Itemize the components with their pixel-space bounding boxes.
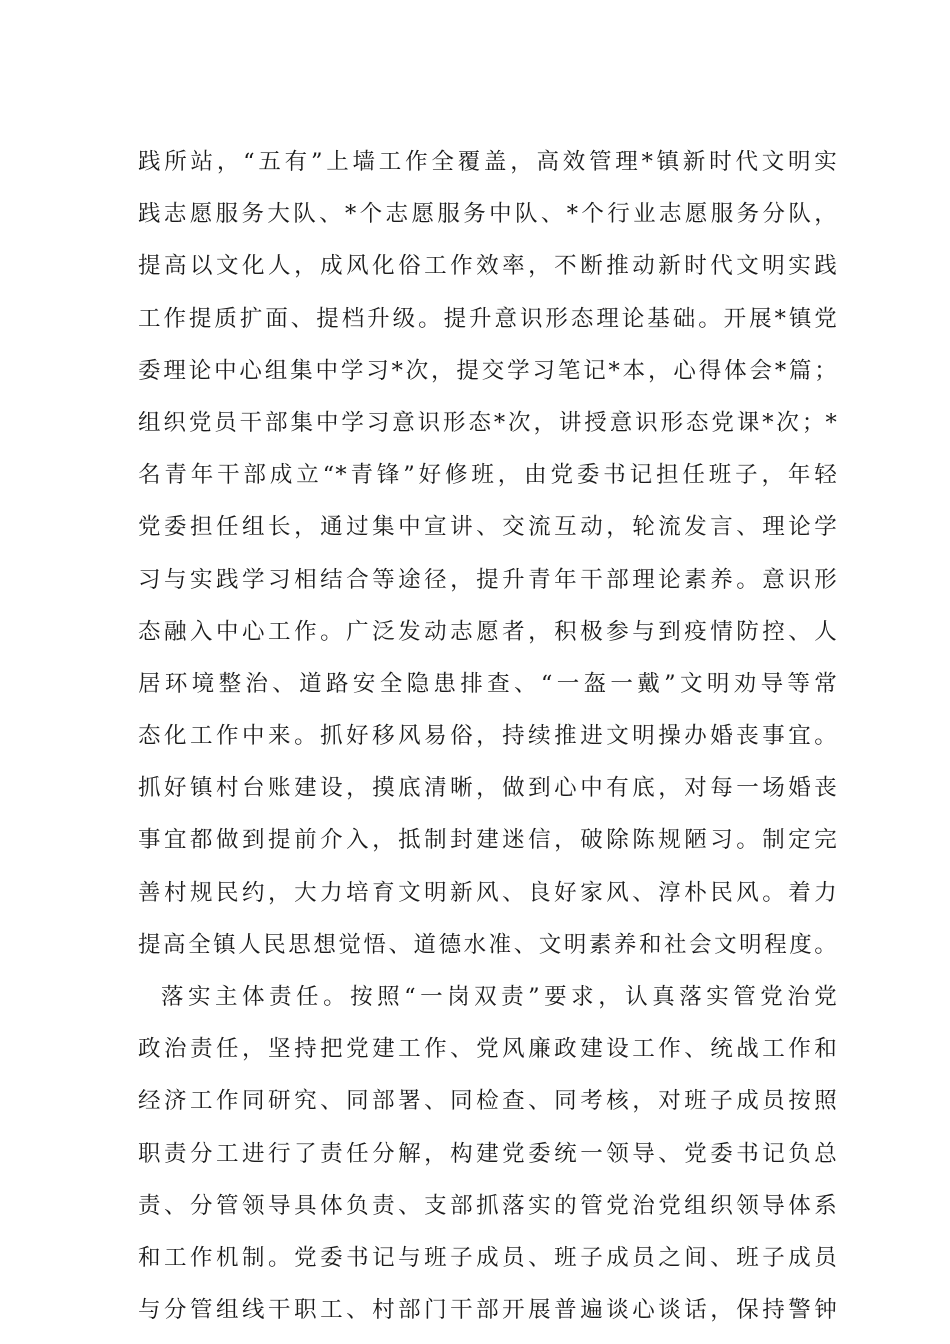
text-line: 党委担任组长，通过集中宣讲、交流互动，轮流发言、理论学 [138,514,838,541]
text-line: 职责分工进行了责任分解，构建党委统一领导、党委书记负总 [138,1140,838,1167]
text-line: 抓好镇村台账建设，摸底清晰，做到心中有底，对每一场婚丧 [138,775,838,802]
paragraph-1 [138,136,838,971]
text-line: 落实主体责任。按照“一岗双责”要求，认真落实管党治党 [161,984,838,1010]
text-line: 践志愿服务大队、*个志愿服务中队、*个行业志愿服务分队， [138,201,838,228]
text-line: 居环境整治、道路安全隐患排查、“一盔一戴”文明劝导等常 [138,670,838,697]
text-line: 习与实践学习相结合等途径，提升青年干部理论素养。意识形 [138,566,838,593]
text-line: 委理论中心组集中学习*次，提交学习笔记*本，心得体会*篇； [138,357,838,384]
text-line: 提高全镇人民思想觉悟、道德水准、文明素养和社会文明程度。 [138,931,838,958]
text-line: 工作提质扩面、提档升级。提升意识形态理论基础。开展*镇党 [138,305,838,332]
text-line: 践所站，“五有”上墙工作全覆盖，高效管理*镇新时代文明实 [138,149,838,175]
text-line: 提高以文化人，成风化俗工作效率，不断推动新时代文明实践 [138,253,838,280]
text-line: 名青年干部成立“*青锋”好修班，由党委书记担任班子，年轻 [138,462,838,489]
text-line: 责、分管领导具体负责、支部抓落实的管党治党组织领导体系 [138,1192,838,1219]
document-body [138,136,838,1336]
text-line: 政治责任，坚持把党建工作、党风廉政建设工作、统战工作和 [138,1036,838,1063]
text-line: 事宜都做到提前介入，抵制封建迷信，破除陈规陋习。制定完 [138,827,838,854]
text-line: 组织党员干部集中学习意识形态*次，讲授意识形态党课*次；* [138,409,838,436]
text-line: 和工作机制。党委书记与班子成员、班子成员之间、班子成员 [138,1244,838,1271]
text-line: 善村规民约，大力培育文明新风、良好家风、淳朴民风。着力 [138,879,838,906]
text-line: 与分管组线干职工、村部门干部开展普遍谈心谈话，保持警钟 [138,1297,838,1324]
paragraph-2 [138,971,838,1336]
text-line: 经济工作同研究、同部署、同检查、同考核，对班子成员按照 [138,1088,838,1115]
text-line: 态化工作中来。抓好移风易俗，持续推进文明操办婚丧事宜。 [138,723,838,750]
text-line: 态融入中心工作。广泛发动志愿者，积极参与到疫情防控、人 [138,618,838,645]
